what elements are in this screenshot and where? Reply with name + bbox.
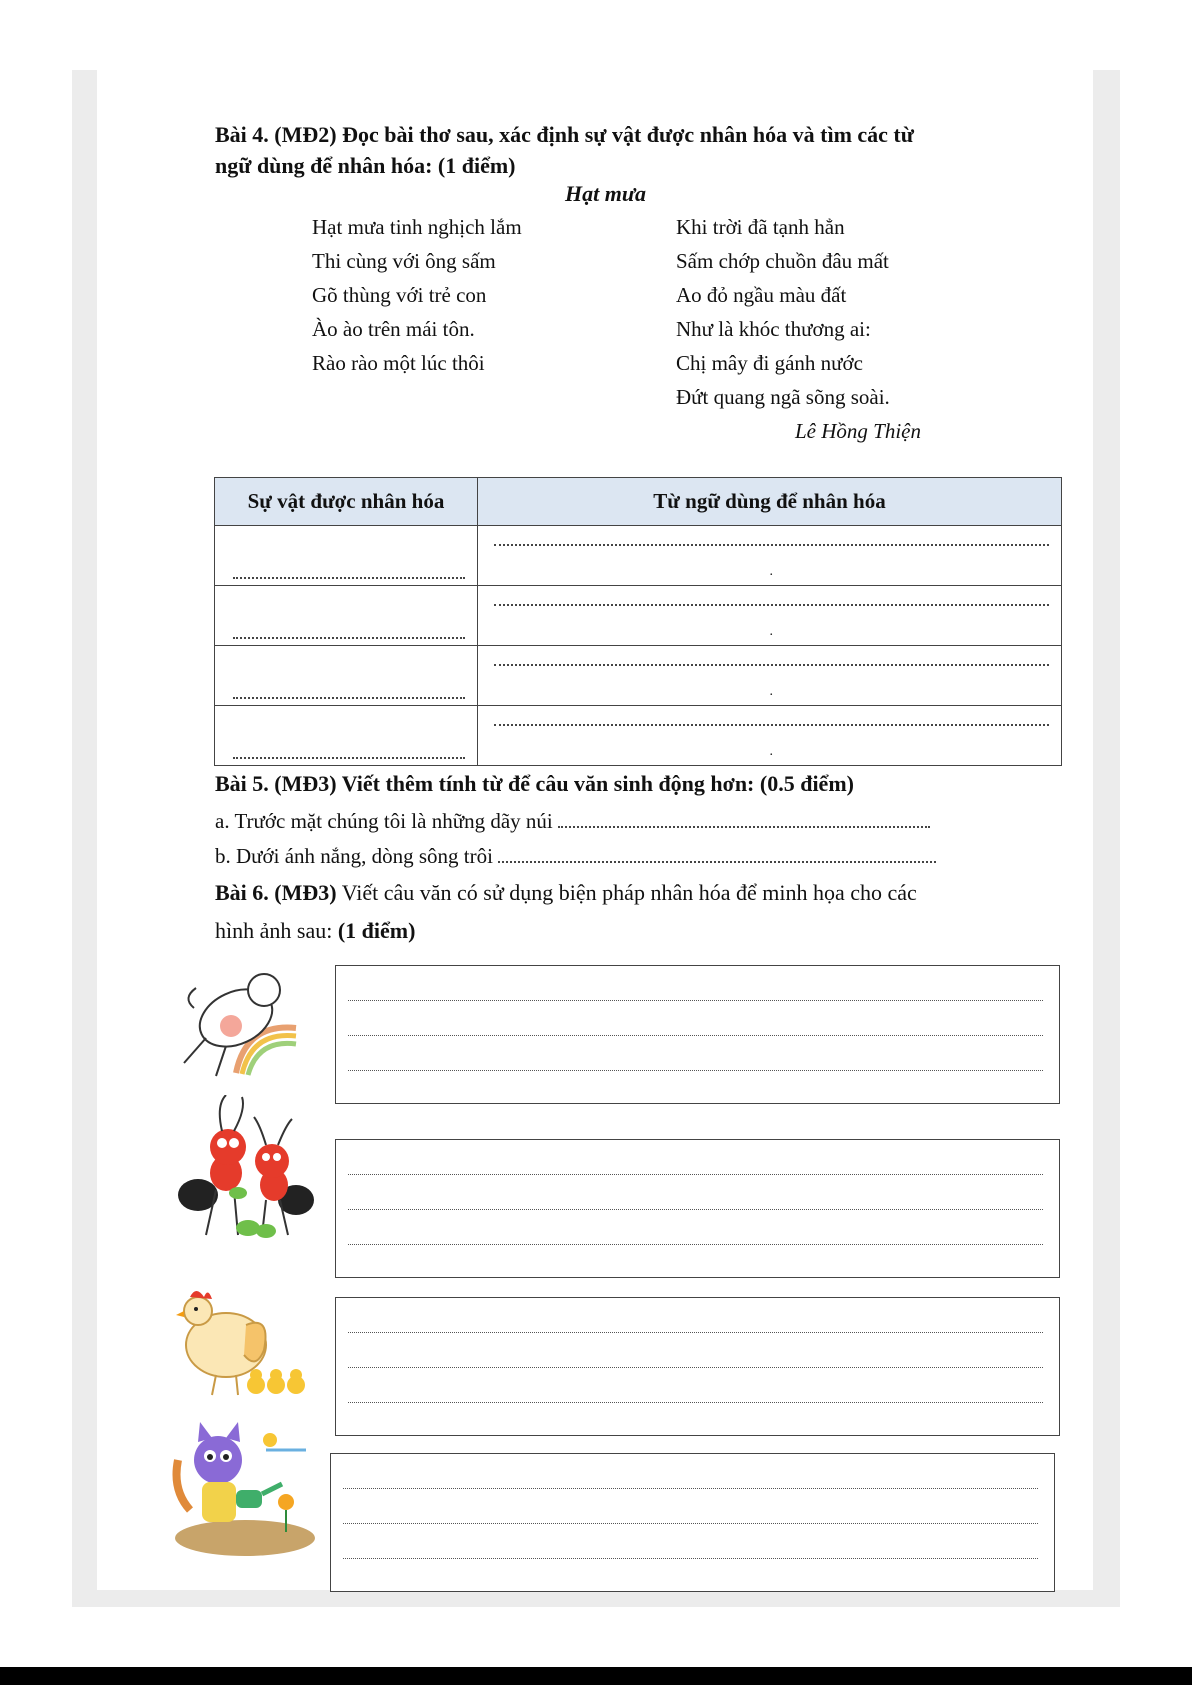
- poem-line: Ao đỏ ngầu màu đất: [676, 283, 847, 307]
- bai4-title-line2: ngữ dùng để nhân hóa: (1 điểm): [215, 153, 516, 178]
- poem-line: Đứt quang ngã sõng soài.: [676, 385, 890, 409]
- answer-cell-object[interactable]: [215, 706, 478, 766]
- writing-box-2[interactable]: [335, 1139, 1060, 1278]
- poem-title: Hạt mưa: [565, 181, 647, 206]
- poem-line: Gõ thùng với trẻ con: [312, 283, 487, 307]
- answer-table: [214, 477, 1062, 766]
- writing-box-1[interactable]: [335, 965, 1060, 1104]
- poem-line: Thi cùng với ông sấm: [312, 249, 496, 273]
- poem-line: Khi trời đã tạnh hẳn: [676, 215, 845, 239]
- table-row: [215, 646, 1062, 706]
- poem-line: Như là khóc thương ai:: [676, 317, 871, 341]
- table-header: Sự vật được nhân hóa: [215, 478, 478, 526]
- table-row: [215, 586, 1062, 646]
- writing-box-4[interactable]: [330, 1453, 1055, 1592]
- bai6-line2: hình ảnh sau:: [215, 918, 338, 943]
- bai6-label: Bài 6. (MĐ3): [215, 880, 337, 905]
- bai6-text: Viết câu văn có sử dụng biện pháp nhân hóa để minh họa cho các: [336, 880, 917, 905]
- table-row: [215, 526, 1062, 586]
- poem-author: Lê Hồng Thiện: [795, 419, 921, 443]
- bai5-b-text: b. Dưới ánh nắng, dòng sông trôi: [215, 844, 493, 868]
- bai5-b-blank[interactable]: [498, 843, 936, 863]
- poem-line: Chị mây đi gánh nước: [676, 351, 863, 375]
- answer-cell-object[interactable]: [215, 526, 478, 586]
- poem-line: Ào ào trên mái tôn.: [312, 317, 475, 341]
- answer-cell-words[interactable]: .: [478, 526, 1062, 586]
- bai4-title: Bài 4. (MĐ2) Đọc bài thơ sau, xác định sự vật được nhân hóa và tìm các từ: [215, 122, 914, 147]
- answer-cell-words[interactable]: .: [478, 586, 1062, 646]
- bai5-a-text: a. Trước mặt chúng tôi là những dãy núi: [215, 809, 553, 833]
- bai6-title-line2: [215, 918, 415, 944]
- screen-bottom-bar: [0, 1667, 1192, 1685]
- table-row: [215, 706, 1062, 766]
- answer-cell-object[interactable]: [215, 646, 478, 706]
- poem-line: Sấm chớp chuồn đâu mất: [676, 249, 889, 273]
- poem-line: Hạt mưa tinh nghịch lắm: [312, 215, 522, 239]
- cat-watering-flowers-icon: [170, 1420, 320, 1560]
- bai5-b: [215, 843, 936, 869]
- poem-line: Rào rào một lúc thôi: [312, 351, 485, 375]
- answer-cell-words[interactable]: .: [478, 706, 1062, 766]
- bai5-title: Bài 5. (MĐ3) Viết thêm tính từ để câu văn sinh động hơn: (0.5 điểm): [215, 771, 854, 796]
- cat-rainbow-icon: [176, 968, 316, 1088]
- table-header: Từ ngữ dùng để nhân hóa: [478, 478, 1062, 526]
- writing-box-3[interactable]: [335, 1297, 1060, 1436]
- bai6-points: (1 điểm): [337, 918, 416, 943]
- hen-chicks-icon: [176, 1275, 321, 1405]
- answer-cell-words[interactable]: .: [478, 646, 1062, 706]
- ants-icon: [176, 1095, 321, 1245]
- bai6-title: [215, 880, 917, 906]
- answer-cell-object[interactable]: [215, 586, 478, 646]
- bai5-a-blank[interactable]: [558, 808, 930, 828]
- bai5-a: [215, 808, 930, 834]
